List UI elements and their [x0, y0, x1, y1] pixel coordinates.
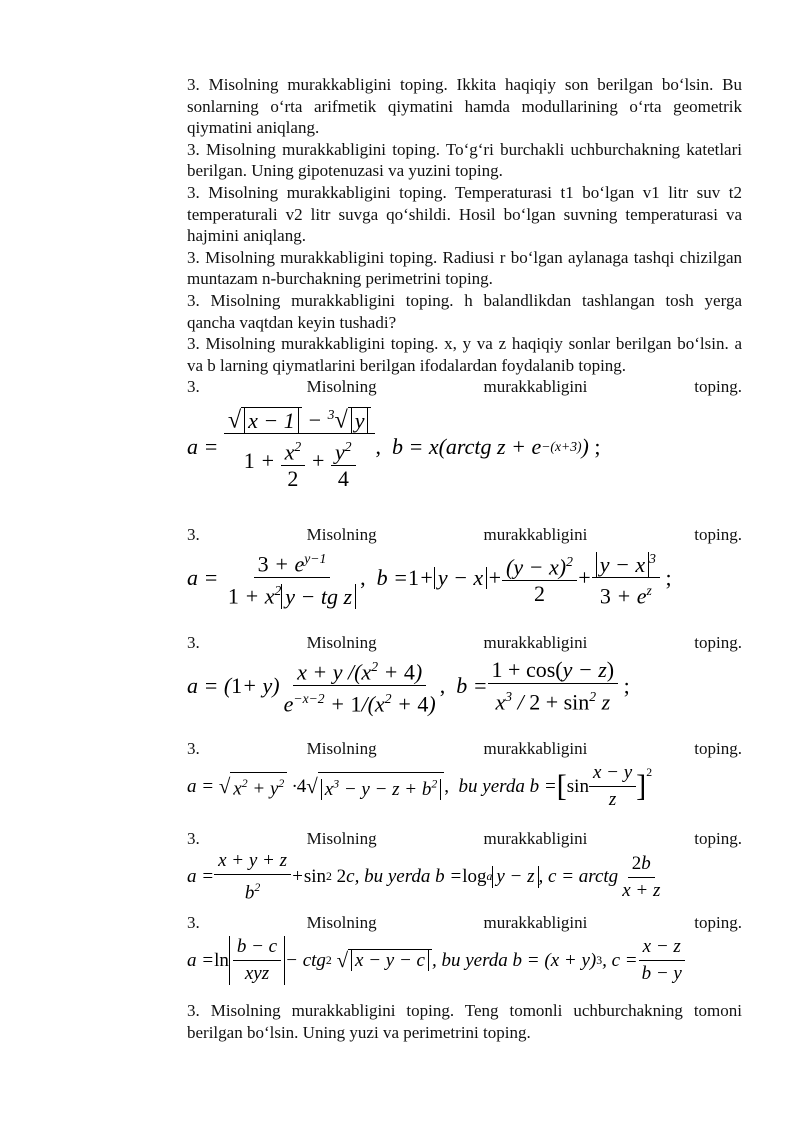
problem-heading: 3. Misolning murakkabligini toping. — [187, 739, 742, 759]
problem-heading: 3. Misolning murakkabligini toping. — [187, 633, 742, 653]
problem-text: 3. Misolning murakkabligini toping. Teng tomonli uchburchakning tomoni berilgan bo‘lsin. Uning yuzi va perimetrini toping. — [187, 1001, 742, 1042]
problem-text: 3. Misolning murakkabligini toping. h balandlikdan tashlangan tosh yerga qancha vaqtdan keyin tushadi? — [187, 290, 742, 332]
problem-text: 3. Misolning murakkabligini toping. To‘g‘ri burchakli uchburchakning katetlari berilgan. Uning gipotenuzasi va yuzini toping. — [187, 139, 742, 181]
formula: a = √ $x^2 + y^2$ · 4 √ $x^3 - y - z + b^2$ , bu yerda b = [ sin $\frac{x - y}{z}$ ] $^2$ — [187, 762, 653, 810]
problem-heading: 3. Misolning murakkabligini toping. — [187, 525, 742, 545]
formula: a = √ x − 1 − $^3$√ y 1 + $\frac{x^2}{2}$ + $\frac{y^2}{4}$ , b = x(arctg z + e −(x+3) ) ; — [187, 398, 742, 516]
problem-text: 3. Misolning murakkabligini toping. x, y va z haqiqiy sonlar berilgan bo‘lsin. a va b larning qiymatlarini berilgan ifodalardan foydalanib toping. — [187, 334, 742, 375]
problem-text: 3. Misolning murakkabligini toping. Radiusi r bo‘lgan aylanaga tashqi chizilgan muntazam n-burchakning perimetrini toping. — [187, 247, 742, 289]
formula: a = ( 1 + y) $\frac{x + y /(x^2 + 4)}{e^{-x-2} + 1/(x^2 + 4)}$ , b = $\frac{1 + \cos(y - z)}{x^3 / 2 + \sin^2 z}$ ; — [187, 656, 630, 717]
problem-list — [187, 74, 742, 1044]
problem-text: 3. Misolning murakkabligini toping. Ikkita haqiqiy son berilgan bo‘lsin. Bu sonlarning o‘rta arifmetik qiymatini hamda modullarining o‘rta geometrik qiymatini aniqlang. — [187, 75, 742, 138]
formula: a = ln $\frac{b - c}{\text{xyz}}$ − ctg 2 √ x − y − c , bu yerda b = (x + y) 3 , c = $\frac{x - z}{b - y}$ — [187, 934, 742, 1000]
problem-heading: 3. Misolning murakkabligini toping. — [187, 377, 742, 397]
problem-text: 3. Misolning murakkabligini toping. Temperaturasi t1 bo‘lgan v1 litr suv t2 temperaturali v2 litr suvga qo‘shildi. Hosil bo‘lgan suvning temperaturasi va hajmini aniqlang. — [187, 182, 742, 246]
formula: a = $\frac{x + y + z}{b^2}$ + sin 2 2 c, bu yerda b = log a y − z , c = arctg $\frac{2b}{x + z}$ — [187, 850, 661, 904]
problem-heading: 3. Misolning murakkabligini toping. — [187, 913, 742, 933]
formula: a = $\frac{3 + e^{y-1}}{1 + x^2 y - tg z}$ , b = 1 + y − x + $\frac{(y - x)^2}{2}$ + $\frac{y - x ^3}{3 + e^z}$ ; — [187, 546, 742, 626]
problem-heading: 3. Misolning murakkabligini toping. — [187, 829, 742, 849]
